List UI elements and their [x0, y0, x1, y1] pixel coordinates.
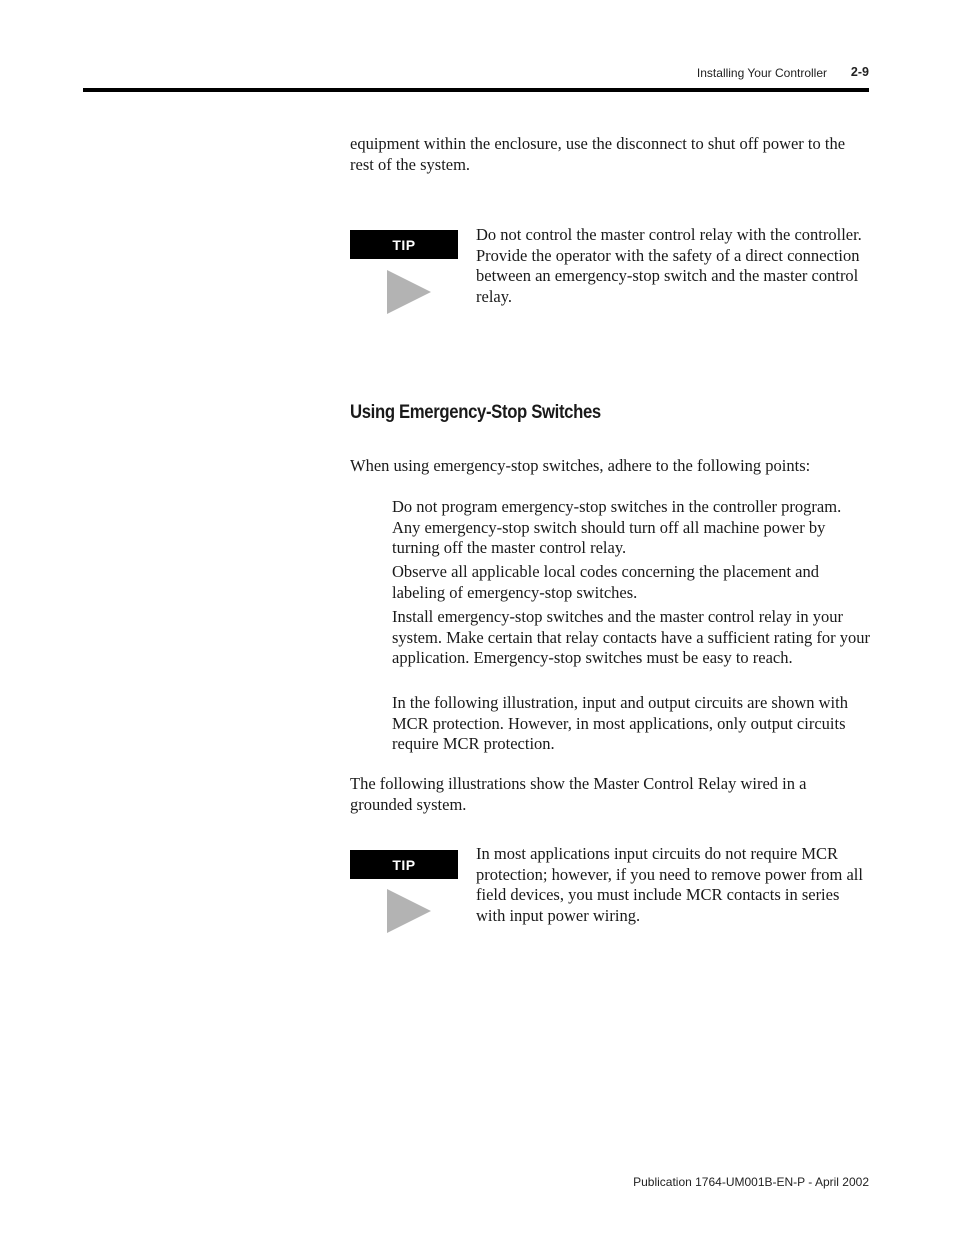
tip-badge: TIP	[350, 850, 458, 879]
list-item: Observe all applicable local codes concerning the placement and labeling of emergency-stop switches.	[392, 562, 819, 602]
header-title: Installing Your Controller	[696, 66, 827, 80]
list-item: Install emergency-stop switches and the master control relay in your system. Make certain that relay contacts have a sufficient rating for your application. Emergency-stop switches must be easy to reach.	[392, 607, 871, 667]
section-heading: Using Emergency-Stop Switches	[350, 402, 601, 423]
closing-paragraph: The following illustrations show the Master Control Relay wired in a grounded system.	[350, 774, 807, 814]
page-number: 2-9	[850, 65, 869, 79]
section-lead: When using emergency-stop switches, adhere to the following points:	[350, 456, 811, 475]
play-triangle-icon	[387, 889, 431, 933]
list-item: In the following illustration, input and output circuits are shown with MCR protection. However, in most applications, only output circuits require MCR protection.	[392, 693, 848, 753]
header-rule	[83, 88, 869, 92]
footer-publication: Publication 1764-UM001B-EN-P - April 2002	[633, 1175, 869, 1189]
tip-badge: TIP	[350, 230, 458, 259]
tip-text: Do not control the master control relay with the controller. Provide the operator with the safety of a direct connection between an emergency-stop switch and the master control relay.	[476, 225, 862, 306]
list-item: Do not program emergency-stop switches in the controller program. Any emergency-stop switch should turn off all machine power by turning off the master control relay.	[392, 497, 842, 557]
play-triangle-icon	[387, 270, 431, 314]
intro-paragraph: equipment within the enclosure, use the disconnect to shut off power to the rest of the system.	[350, 134, 846, 174]
tip-text: In most applications input circuits do not require MCR protection; however, if you need to remove power from all field devices, you must include MCR contacts in series with input power wiring.	[476, 844, 863, 925]
